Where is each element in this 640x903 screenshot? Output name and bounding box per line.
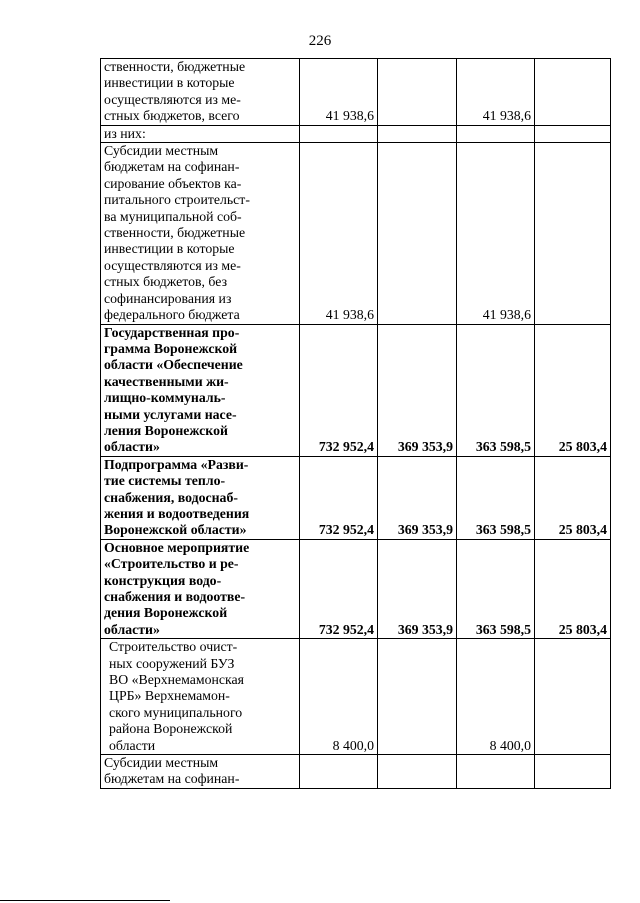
row-label-line: ского муниципального — [109, 704, 243, 720]
cell-c3 — [457, 125, 535, 142]
cell-c4 — [535, 59, 611, 126]
row-label — [101, 639, 300, 755]
row-label — [101, 539, 300, 638]
row-label-line: осуществляются из ме- — [104, 91, 241, 107]
footnote-separator — [0, 900, 170, 901]
row-label-line: конструкция водо- — [104, 572, 222, 588]
row-label-line: Государственная про- — [104, 324, 240, 340]
row-label-line: Подпрограмма «Разви- — [104, 456, 249, 472]
cell-c1 — [300, 125, 378, 142]
row-label-line: Воронежской области» — [104, 522, 247, 538]
cell-c4 — [535, 143, 611, 324]
cell-c2 — [378, 59, 457, 126]
row-label-line: федерального бюджета — [104, 307, 240, 323]
cell-c3: 41 938,6 — [457, 59, 535, 126]
row-label-line: ва муниципальной соб- — [104, 208, 242, 224]
row-label-line: ЦРБ» Верхнемамон- — [109, 688, 230, 704]
row-label-line: области — [109, 737, 156, 753]
row-label-line: качественными жи- — [104, 373, 229, 389]
table-row — [101, 324, 611, 456]
cell-c4 — [535, 125, 611, 142]
row-label-line: ственности, бюджетные — [104, 225, 246, 241]
cell-c2: 369 353,9 — [378, 539, 457, 638]
table-row — [101, 539, 611, 638]
row-label-line: Основное мероприятие — [104, 539, 250, 555]
cell-c3: 363 598,5 — [457, 324, 535, 456]
row-label-line: инвестиции в которые — [104, 75, 235, 91]
row-label-line: тие системы тепло- — [104, 473, 226, 489]
row-label-line: инвестиции в которые — [104, 241, 235, 257]
row-label — [101, 456, 300, 539]
row-label-line: ВО «Верхнемамонская — [109, 672, 245, 688]
cell-c1 — [300, 755, 378, 789]
row-label-line: бюджетам на софинан- — [104, 771, 240, 787]
cell-c3 — [457, 755, 535, 789]
cell-c2 — [378, 639, 457, 755]
table-row — [101, 456, 611, 539]
cell-c2 — [378, 125, 457, 142]
row-label-line: софинансирования из — [104, 290, 232, 306]
page-number: 226 — [308, 33, 332, 49]
row-label-line: ными услугами насе- — [104, 406, 237, 422]
row-label — [101, 143, 300, 324]
cell-c2: 369 353,9 — [378, 324, 457, 456]
row-label-line: области» — [104, 439, 160, 455]
row-label-line: ственности, бюджетные — [104, 59, 246, 74]
table-body — [101, 59, 611, 789]
row-label — [101, 755, 300, 789]
cell-c4: 25 803,4 — [535, 539, 611, 638]
row-label-line: стных бюджетов, всего — [104, 108, 240, 124]
table-row — [101, 59, 611, 126]
row-label-line: сирование объектов ка- — [104, 175, 242, 191]
row-label-line: снабжения и водоотве- — [104, 589, 246, 604]
row-label-line: лищно-коммуналь- — [104, 390, 226, 406]
row-label-line: ления Воронежской — [104, 422, 228, 438]
cell-c1: 732 952,4 — [300, 456, 378, 539]
cell-c3: 41 938,6 — [457, 143, 535, 324]
row-label-line: осуществляются из ме- — [104, 257, 241, 273]
row-label-line: бюджетам на софинан- — [104, 159, 240, 175]
row-label-line: «Строительство и ре- — [104, 556, 239, 572]
row-label-line: грамма Воронежской — [104, 340, 238, 356]
budget-table — [100, 58, 611, 789]
cell-c3: 8 400,0 — [457, 639, 535, 755]
cell-c1: 732 952,4 — [300, 324, 378, 456]
row-label-line: ных сооружений БУЗ — [109, 655, 235, 671]
row-label — [101, 324, 300, 456]
cell-c2: 369 353,9 — [378, 456, 457, 539]
row-label-line: Субсидии местным — [104, 755, 219, 771]
row-label-line: стных бюджетов, без — [104, 274, 228, 290]
table-row — [101, 755, 611, 789]
table-row — [101, 143, 611, 324]
table-row — [101, 639, 611, 755]
cell-c1: 8 400,0 — [300, 639, 378, 755]
cell-c4 — [535, 639, 611, 755]
cell-c4 — [535, 755, 611, 789]
row-label-line: Субсидии местным — [104, 143, 219, 159]
row-label-line: дения Воронежской — [104, 605, 228, 621]
row-label-line: снабжения, водоснаб- — [104, 489, 238, 505]
row-label-line: питального строительст- — [104, 192, 250, 208]
cell-c3: 363 598,5 — [457, 539, 535, 638]
cell-c2 — [378, 143, 457, 324]
cell-c2 — [378, 755, 457, 789]
cell-c1: 41 938,6 — [300, 143, 378, 324]
row-label-line: области «Обеспечение — [104, 357, 243, 373]
cell-c1: 41 938,6 — [300, 59, 378, 126]
cell-c1: 732 952,4 — [300, 539, 378, 638]
row-label-line: из них: — [104, 125, 146, 141]
table-row — [101, 125, 611, 142]
cell-c3: 363 598,5 — [457, 456, 535, 539]
row-label-line: области» — [104, 621, 160, 637]
row-label — [101, 125, 300, 142]
cell-c4: 25 803,4 — [535, 324, 611, 456]
row-label — [101, 59, 300, 126]
row-label-line: Строительство очист- — [109, 639, 238, 655]
row-label-line: района Воронежской — [109, 721, 233, 737]
row-label-line: жения и водоотведения — [104, 505, 250, 521]
cell-c4: 25 803,4 — [535, 456, 611, 539]
